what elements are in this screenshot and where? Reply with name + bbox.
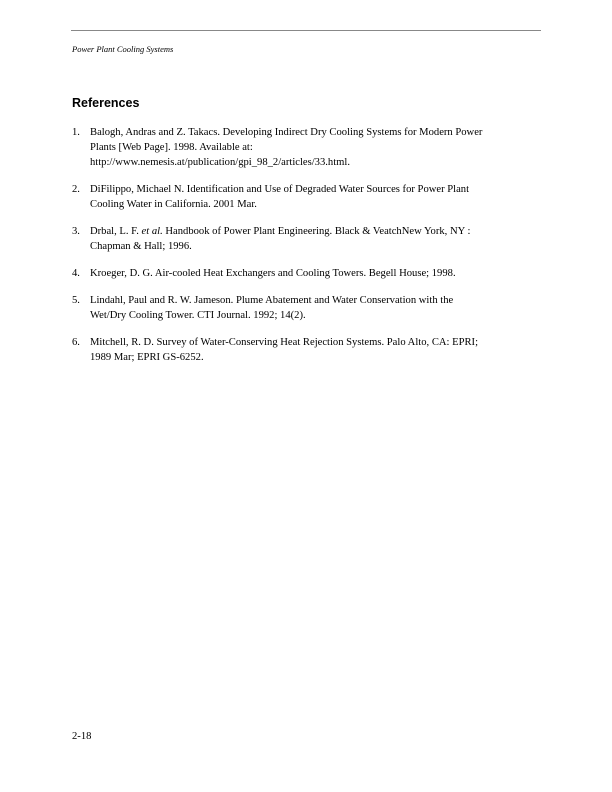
reference-item [72,224,542,254]
reference-line: DiFilippo, Michael N. Identification and Use of Degraded Water Sources for Power Plant [90,184,470,195]
reference-number: 1. [72,127,80,138]
reference-line: Balogh, Andras and Z. Takacs. Developing Indirect Dry Cooling Systems for Modern Power [90,127,483,138]
reference-number: 5. [72,295,80,306]
reference-text: Drbal, L. F. [90,226,142,237]
reference-line: Wet/Dry Cooling Tower. CTI Journal. 1992; 14(2). [90,310,306,321]
section-title: References [72,96,140,110]
reference-line: 1989 Mar; EPRI GS-6252. [90,352,204,363]
reference-line: Chapman & Hall; 1996. [90,241,192,252]
reference-list [72,125,542,377]
reference-line: Lindahl, Paul and R. W. Jameson. Plume Abatement and Water Conservation with the [90,295,454,306]
reference-italic: et al. [141,226,163,237]
reference-item [72,125,542,170]
reference-line: Plants [Web Page]. 1998. Available at: [90,142,253,153]
running-title: Power Plant Cooling Systems [72,44,174,54]
reference-text: Handbook of Power Plant Engineering. Black & VeatchNew York, NY : [162,226,471,237]
reference-item [72,293,542,323]
reference-line [90,224,542,239]
reference-url: http://www.nemesis.at/publication/gpi_98_2/articles/33.html. [90,157,351,168]
page-number: 2-18 [72,731,92,742]
reference-number: 6. [72,337,80,348]
reference-item [72,335,542,365]
reference-line: Kroeger, D. G. Air-cooled Heat Exchangers and Cooling Towers. Begell House; 1998. [90,268,456,279]
reference-number: 3. [72,226,80,237]
reference-number: 2. [72,184,80,195]
header-rule [71,30,541,31]
reference-number: 4. [72,268,80,279]
reference-line: Mitchell, R. D. Survey of Water-Conserving Heat Rejection Systems. Palo Alto, CA: EPRI; [90,337,479,348]
reference-line: Cooling Water in California. 2001 Mar. [90,199,257,210]
reference-item [72,266,542,281]
reference-item [72,182,542,212]
